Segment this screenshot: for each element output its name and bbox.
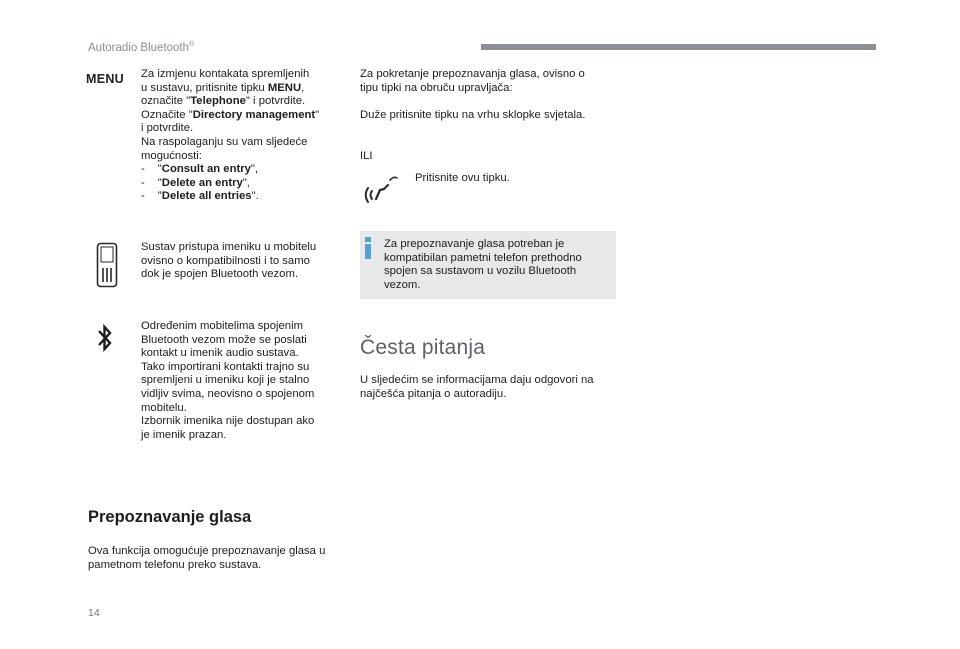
- voice-command-icon: [364, 170, 398, 204]
- faq-intro-text: U sljedećim se informacijama daju odgovori na najčešća pitanja o autoradiju.: [360, 374, 594, 400]
- menu-button-icon: MENU: [86, 72, 125, 86]
- page-number: 14: [88, 607, 100, 619]
- mobile-phone-icon: [96, 242, 118, 288]
- long-press-text: Duže pritisnite tipku na vrhu sklopke svjetala.: [360, 109, 586, 121]
- voice-recognition-text: Ova funkcija omogućuje prepoznavanje glasa u pametnom telefonu preko sustava.: [88, 545, 326, 571]
- header-bar: [481, 44, 876, 50]
- option-delete-entry: - "Delete an entry",: [141, 176, 250, 189]
- info-icon: [364, 237, 372, 259]
- page-header-title: Autoradio Bluetooth®: [88, 41, 195, 54]
- info-box-text: Za prepoznavanje glasa potreban je kompatibilan pametni telefon prethodno spojen sa sustavom u vozilu Bluetooth vezom.: [384, 238, 582, 291]
- or-text: ILI: [360, 150, 373, 162]
- bluetooth-contacts-note: Određenim mobitelima spojenim Bluetooth vezom može se poslati kontakt u imenik audio sustava. Tako importirani kontakti trajno su spremljeni u imeniku koji je stalno vidljiv svima, neovisno o spojenom mobitelu. Izbornik imenika nije dostupan ako je imenik prazan.: [141, 320, 315, 441]
- voice-start-intro: Za pokretanje prepoznavanja glasa, ovisno o tipu tipki na obruču upravljača:: [360, 68, 585, 94]
- option-delete-all: - "Delete all entries".: [141, 190, 259, 203]
- bluetooth-icon: [97, 323, 113, 353]
- press-button-text: Pritisnite ovu tipku.: [415, 172, 510, 184]
- voice-recognition-heading: Prepoznavanje glasa: [88, 508, 252, 526]
- menu-instructions: Za izmjenu kontakata spremljenih u sustavu, pritisnite tipku MENU, označite "Telephone" i potvrdite. Označite "Directory management" i potvrdite. Na raspolaganju su vam sljedeće mogućnosti: - "Consult an entry", - "Delete an entry", - "Delete all entries".: [141, 68, 346, 204]
- option-consult-entry: - "Consult an entry",: [141, 163, 259, 176]
- faq-heading: Česta pitanja: [360, 336, 486, 359]
- phonebook-access-note: Sustav pristupa imeniku u mobitelu ovisno o kompatibilnosti i to samo dok je spojen Bluetooth vezom.: [141, 241, 317, 281]
